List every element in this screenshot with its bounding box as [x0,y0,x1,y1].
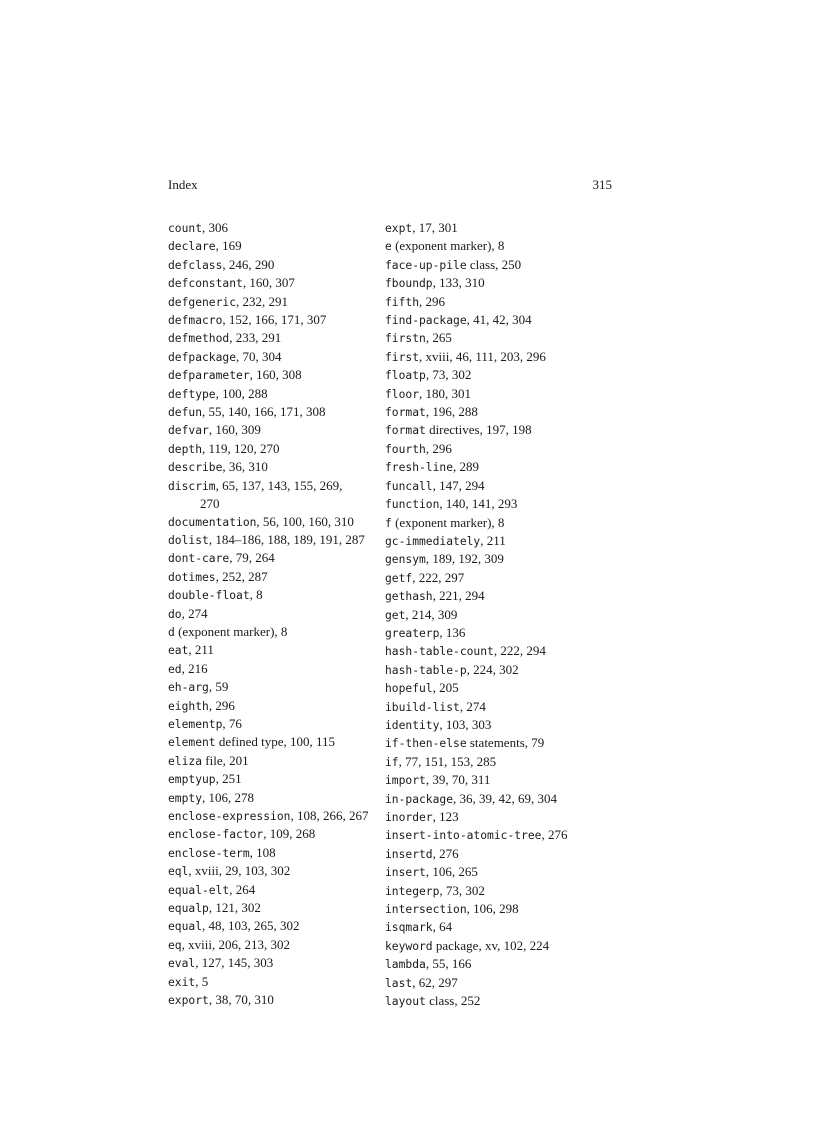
index-term: find-package [385,314,467,328]
index-locators: (exponent marker), 8 [174,623,288,639]
index-locators: , 133, 310 [432,275,485,291]
index-locators: , 55, 166 [425,956,472,972]
index-entry [385,679,620,697]
index-entry [385,532,620,550]
index-term: firstn [385,332,426,346]
index-entry [168,678,403,696]
index-entry [168,807,403,825]
index-entry [168,586,403,604]
index-term: enclose-factor [168,828,264,842]
index-locators: , 106, 298 [466,901,519,917]
index-entry [168,421,403,439]
index-term: enclose-expression [168,810,291,823]
index-locators: , 296 [208,697,235,713]
index-locators: , 106, 265 [425,864,478,880]
index-term: layout [385,995,426,1009]
index-term: dolist [168,533,209,547]
index-term: function [385,498,440,512]
index-locators: , 73, 302 [439,882,485,898]
index-locators: , 160, 309 [208,422,261,438]
index-entry [385,771,620,789]
index-entry [168,789,403,807]
index-entry [168,991,403,1009]
index-term: elementp [168,717,223,731]
index-term: last [385,976,413,990]
index-entry [168,385,403,403]
index-entry [385,974,620,992]
index-locators: , 274 [459,698,486,714]
index-term: defpackage [168,350,237,364]
running-head [168,176,612,194]
index-locators: , 289 [453,459,480,475]
index-term: gc-immediately [385,534,481,548]
index-locators: , 264 [229,881,256,897]
index-entry [168,954,403,972]
index-locators: , 180, 301 [419,385,472,401]
index-locators: , 251 [215,771,242,787]
index-locators: , 160, 308 [249,367,302,383]
index-locators: , 169 [215,238,242,254]
index-term: lambda [385,958,426,972]
index-term: funcall [385,479,433,493]
index-entry [385,606,620,624]
index-locators: , 56, 100, 160, 310 [256,513,354,529]
index-locators: , 246, 290 [222,256,275,272]
index-locators: , 222, 297 [412,569,465,585]
index-locators: , 77, 151, 153, 285 [398,753,497,769]
index-entry [168,440,403,458]
index-locators: , 5 [195,973,209,989]
index-entry [168,752,403,770]
index-entry [385,845,620,863]
index-locators: , 136 [439,624,466,640]
index-term: ibuild-list [385,700,460,714]
index-locators: , 140, 141, 293 [439,496,518,512]
index-term: greaterp [385,626,440,640]
index-locators: , 296 [419,293,446,309]
index-term: hopeful [385,682,433,696]
index-locators: , 17, 301 [412,220,458,235]
index-term: integerp [385,884,440,898]
index-term: defclass [168,258,223,272]
index-entry [168,219,403,237]
index-entry [385,937,620,955]
index-term: equal-elt [168,883,230,897]
index-locators: , 222, 294 [493,643,546,659]
index-locators: , 276 [541,827,568,843]
index-locators: , 109, 268 [263,826,316,842]
index-term: equal [168,920,203,934]
index-entry [168,605,406,623]
index-entry [385,790,620,808]
index-term: defmethod [168,332,230,346]
index-locators: , 41, 42, 304 [466,312,532,328]
index-term: documentation [168,515,257,529]
index-locators: , 36, 39, 42, 69, 304 [453,790,558,806]
index-column-right [385,219,620,1010]
index-term: f [385,516,392,530]
index-locators: , 205 [432,680,459,696]
index-locators: directives, 197, 198 [425,422,532,438]
index-entry [168,549,403,567]
index-term: e [385,240,392,254]
index-entry [385,716,620,734]
index-entry [385,256,620,274]
index-term: dont-care [168,552,230,566]
index-entry [168,881,403,899]
index-locators: (exponent marker), 8 [391,238,505,254]
index-term: d [168,625,175,639]
index-locators: , 38, 70, 310 [208,992,274,1008]
index-entry [168,641,403,659]
index-locators: , 232, 291 [236,293,289,309]
index-locators: (exponent marker), 8 [391,514,505,530]
index-entry [385,366,620,384]
index-entry [385,348,620,366]
index-entry [385,992,620,1010]
index-entry [168,862,403,880]
index-locators: , 152, 166, 171, 307 [222,312,327,328]
index-entry [385,403,620,421]
index-entry [385,311,620,329]
index-entry [385,753,620,771]
index-entry [385,440,620,458]
index-term: eval [168,957,196,971]
index-term: emptyup [168,773,216,787]
index-locators: , 296 [425,440,452,456]
index-term: if-then-else [385,737,467,751]
index-entry [385,219,620,237]
index-term: fourth [385,442,426,456]
index-entry [168,825,403,843]
index-locators: , xviii, 206, 213, 302 [181,936,290,952]
index-entry [385,955,620,973]
index-entry [385,587,620,605]
index-entry [385,514,620,532]
index-locators: , 73, 302 [425,367,472,383]
index-entry [385,385,620,403]
index-locators: , 39, 70, 311 [425,772,491,788]
index-term: first [385,350,420,364]
index-entry [168,293,403,311]
index-locators: , 59 [208,679,229,695]
index-term: format [385,406,426,420]
index-entry [168,770,403,788]
index-entry [385,698,620,716]
index-entry [385,918,620,936]
index-locators: , 79, 264 [229,550,275,566]
index-term: intersection [385,903,467,917]
index-entry [168,568,403,586]
index-term: fresh-line [385,461,454,475]
index-locators: , 233, 291 [229,330,282,346]
index-term: deftype [168,387,216,401]
index-entry [385,293,620,311]
page-number: 315 [592,177,612,192]
index-locators: , 224, 302 [466,661,519,677]
index-locators: , 8 [249,587,263,603]
index-term: declare [168,240,216,254]
index-locators: statements, 79 [466,735,545,751]
index-term: exit [168,975,196,989]
index-term: identity [385,718,440,732]
index-term: equalp [168,902,209,916]
index-entry [385,882,620,900]
index-term: double-float [168,589,250,603]
index-term: do [168,607,182,621]
index-entry [168,531,403,549]
index-locators: , 221, 294 [432,588,485,604]
index-locators: , 189, 192, 309 [425,551,504,567]
index-entry [385,495,620,513]
index-locators: , 160, 307 [242,275,295,291]
index-locators: , 274 [181,605,208,621]
index-entry [168,366,403,384]
index-locators: package, xv, 102, 224 [432,937,550,953]
index-term: floatp [385,369,426,383]
index-term: format [385,424,426,438]
index-locators: , 211 [188,642,214,658]
index-locators: , 106, 278 [202,789,255,805]
index-locators: , 216 [181,660,208,676]
index-locators: class, 250 [466,256,522,272]
index-term: gensym [385,553,426,567]
index-term: describe [168,461,223,475]
index-entry [168,660,403,678]
index-term: insert-into-atomic-tree [385,829,542,843]
index-term: import [385,774,426,788]
index-term: count [168,222,203,235]
index-entry [168,936,403,954]
index-entry [168,274,403,292]
running-head-title: Index [168,177,198,192]
index-locators: , 127, 145, 303 [195,955,274,971]
index-term: ed [168,662,182,676]
index-locators: , xviii, 29, 103, 302 [188,863,291,879]
index-entry [168,513,403,531]
index-entry [168,403,403,421]
index-term: enclose-term [168,846,250,860]
index-entry [385,624,620,642]
index-locators: , 265 [425,330,452,346]
index-entry [385,863,620,881]
index-term: eq [168,938,182,952]
index-entry [168,623,403,641]
index-term: floor [385,387,420,401]
index-term: defconstant [168,277,243,291]
index-locators: , 64 [432,919,453,935]
index-term: defvar [168,424,209,438]
index-locators: class, 252 [425,993,481,1009]
index-term: if [385,755,399,769]
index-locators: , 121, 302 [208,900,261,916]
index-entry [385,274,620,292]
index-term: empty [168,791,203,805]
index-term: eh-arg [168,681,209,695]
index-entry [168,733,403,751]
index-locators: , 65, 137, 143, 155, 269, [215,477,343,493]
index-entry [385,900,620,918]
index-entry [168,917,403,935]
index-term: face-up-pile [385,258,467,272]
index-entry [168,329,403,347]
index-term: eliza [168,754,203,768]
index-entry [168,844,403,862]
index-entry [385,642,620,660]
index-locators: , 70, 304 [236,348,282,364]
index-entry [385,808,620,826]
index-entry [168,973,403,991]
index-locators: , 108, 266, 267 [290,808,369,823]
index-locators: , 276 [432,845,459,861]
index-entry [168,477,403,513]
index-entry [385,661,620,679]
index-term: discrim [168,479,216,493]
index-term: defparameter [168,369,250,383]
index-term: hash-table-p [385,663,467,677]
index-locators: , 103, 303 [439,716,492,732]
index-term: keyword [385,939,433,953]
index-term: expt [385,222,413,235]
index-locators: , 211 [480,532,506,548]
index-locators: , 36, 310 [222,459,268,475]
index-entry [168,899,403,917]
index-locators: , 55, 140, 166, 171, 308 [202,404,326,420]
index-locators: , 147, 294 [432,477,485,493]
index-locators: defined type, 100, 115 [215,734,335,750]
index-term: in-package [385,792,454,806]
index-term: insertd [385,847,433,861]
index-term: dotimes [168,570,216,584]
index-entry [168,458,403,476]
index-entry [168,256,403,274]
index-term: fboundp [385,277,433,291]
index-term: defgeneric [168,295,237,309]
index-term: defun [168,406,203,420]
index-entry [385,237,620,255]
index-term: defmacro [168,314,223,328]
index-term: element [168,736,216,750]
index-term: getf [385,571,413,585]
index-term: export [168,994,209,1008]
index-locators: , 214, 309 [405,606,458,622]
index-entry [168,348,403,366]
index-term: gethash [385,590,433,604]
index-term: eat [168,644,189,658]
index-entry [385,329,620,347]
index-entry [168,715,403,733]
index-entry [385,569,620,587]
index-entry [385,458,620,476]
index-entry [385,477,620,495]
index-entry [168,237,403,255]
index-locators: , 184–186, 188, 189, 191, 287 [208,531,365,547]
index-locators: , 252, 287 [215,568,268,584]
index-entry [385,826,620,844]
index-locators: , 306 [202,220,229,235]
index-locators-continued: 270 [200,496,220,512]
index-entry [168,311,403,329]
index-term: fifth [385,295,420,309]
index-locators: , 108 [249,844,276,860]
index-locators: , 100, 288 [215,385,268,401]
index-locators: , xviii, 46, 111, 203, 296 [419,348,546,364]
index-locators: , 119, 120, 270 [202,440,280,456]
index-entry [385,421,620,439]
index-entry [168,697,403,715]
index-locators: , 123 [432,809,459,824]
index-term: insert [385,866,426,880]
index-entry [385,734,620,752]
index-locators: , 48, 103, 265, 302 [202,918,300,934]
index-locators: , 76 [222,715,242,731]
index-entry [385,550,620,568]
index-locators: , 196, 288 [425,404,478,420]
index-term: inorder [385,811,433,824]
index-term: eql [168,865,189,879]
index-term: get [385,608,406,622]
index-term: hash-table-count [385,645,494,659]
index-term: isqmark [385,921,433,935]
index-locators: file, 201 [202,752,249,768]
index-locators: , 62, 297 [412,974,458,990]
index-term: eighth [168,699,209,713]
index-term: depth [168,442,203,456]
